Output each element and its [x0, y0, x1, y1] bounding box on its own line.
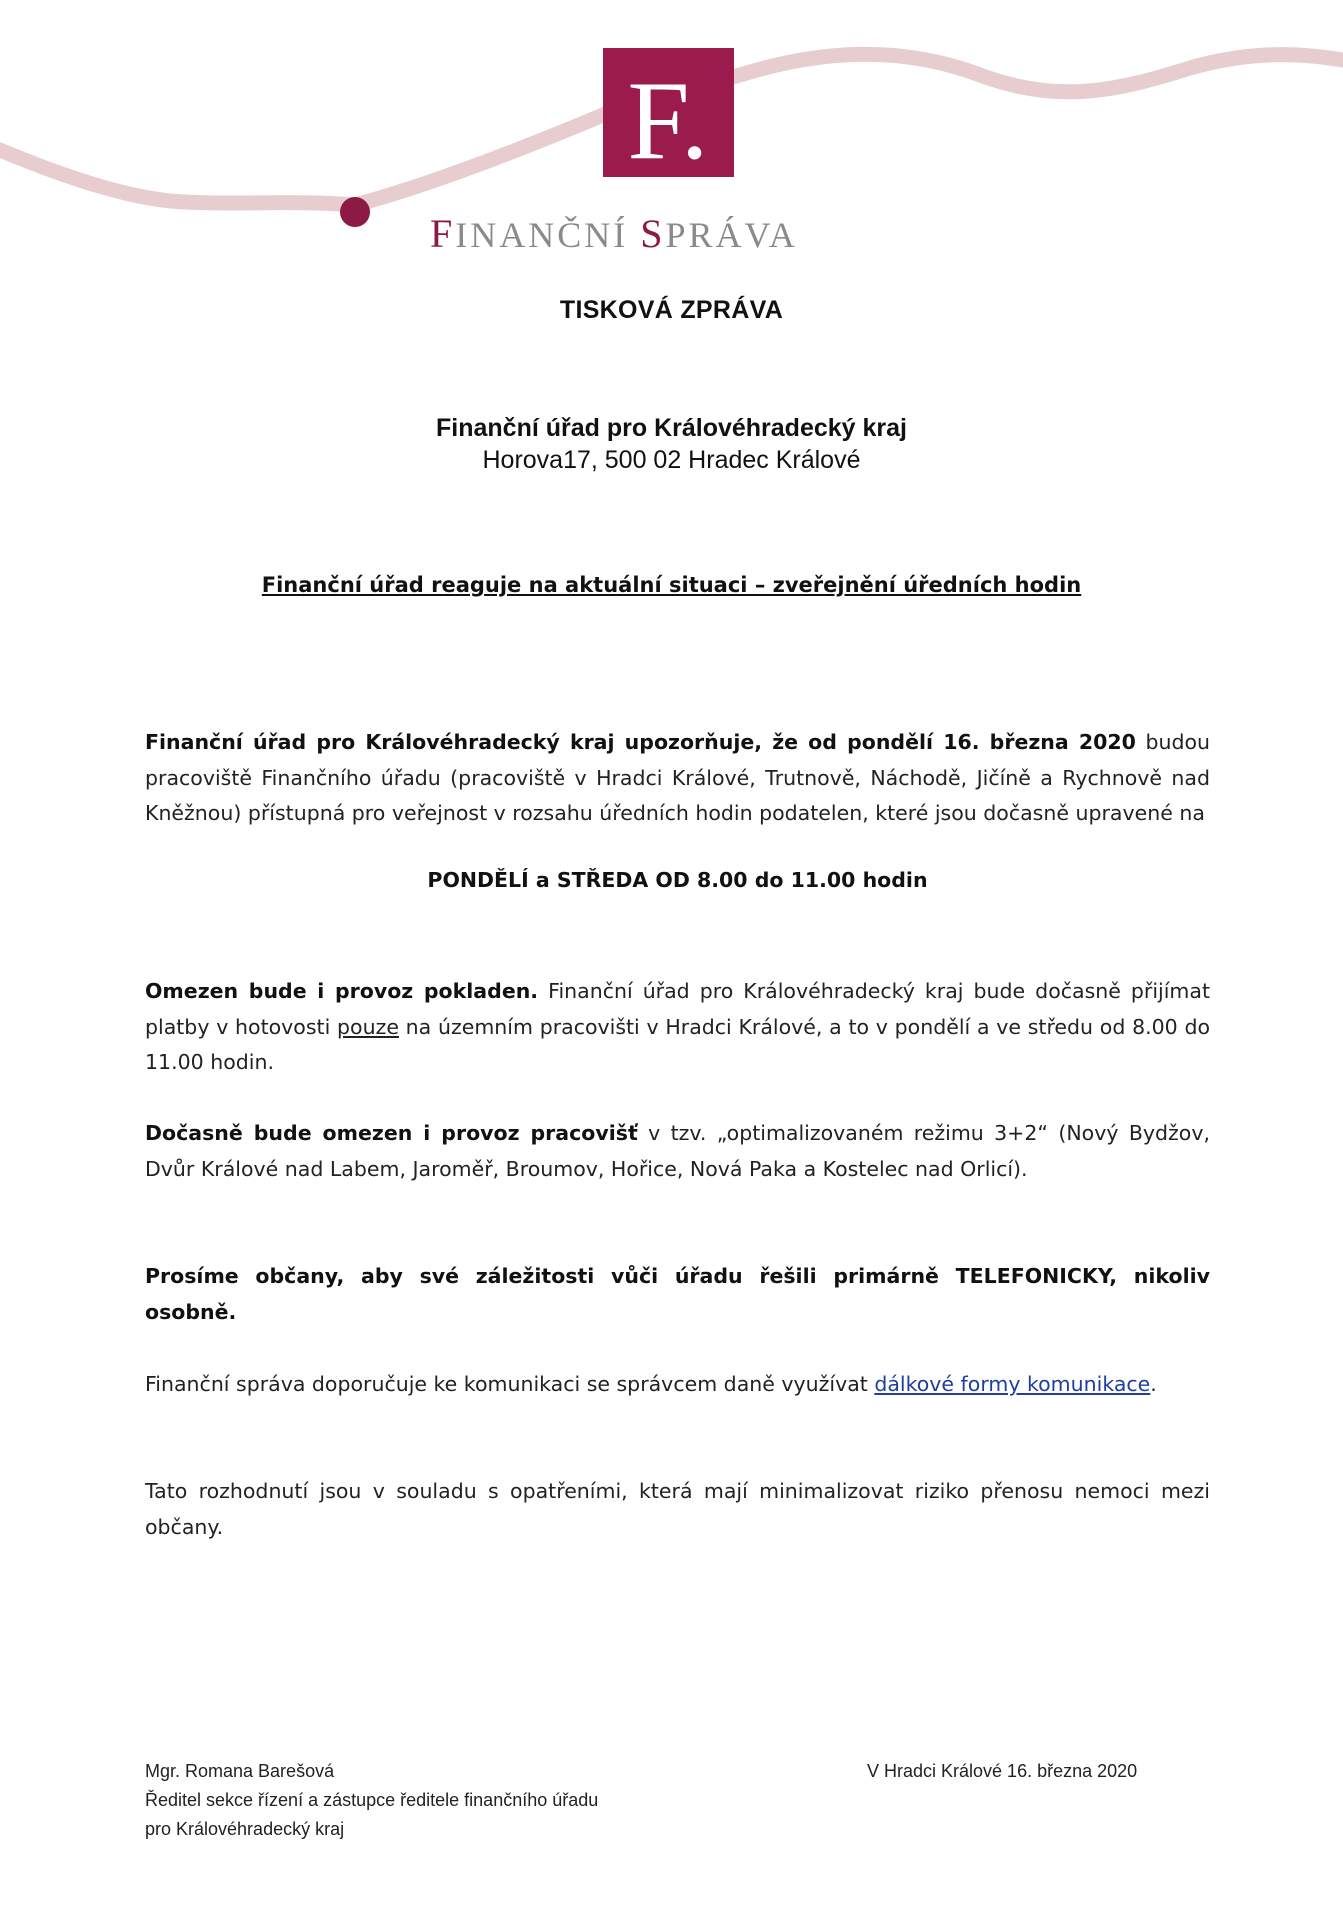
- office-address: Horova17, 500 02 Hradec Králové: [482, 446, 861, 474]
- logo-letter: F.: [627, 59, 709, 183]
- brand-name: [430, 210, 910, 257]
- office-name: Finanční úřad pro Královéhradecký kraj: [436, 414, 907, 442]
- brand-initial-s: S: [640, 211, 666, 256]
- cash-desk-underlined: pouze: [337, 1014, 399, 1039]
- cash-desk-text: Finanční úřad pro Královéhradecký kraj bude dočasně přijímat platby v hotovosti: [145, 979, 1210, 1039]
- communication-text: Finanční správa doporučuje ke komunikaci se správcem daně využívat: [145, 1372, 875, 1396]
- author-role-line1: Ředitel sekce řízení a zástupce ředitele finančního úřadu: [145, 1790, 599, 1810]
- office-hours: PONDĚLÍ a STŘEDA OD 8.00 do 11.00 hodin: [427, 868, 928, 892]
- brand-word-2: PRÁVA: [665, 215, 798, 255]
- paragraph-request: [145, 1259, 1210, 1330]
- paragraph-workplaces: [145, 1116, 1210, 1187]
- opening-text: budou pracoviště Finančního úřadu (pracoviště v Hradci Králové, Trutnově, Náchodě, Jičíně a Rychnově nad Kněžnou) přístupná pro veřejnost v rozsahu úředních hodin podatelen, které jsou dočasně upravené na: [145, 730, 1210, 825]
- paragraph-opening: [145, 725, 1210, 832]
- article-headline: Finanční úřad reaguje na aktuální situaci – zveřejnění úředních hodin: [261, 573, 1082, 597]
- opening-bold: Finanční úřad pro Královéhradecký kraj upozorňuje, že od pondělí 16. března 2020: [145, 730, 1136, 754]
- cash-desk-bold: Omezen bude i provoz pokladen.: [145, 979, 539, 1003]
- brand-word-1: INANČNÍ: [455, 215, 641, 255]
- footer-place-date: V Hradci Králové 16. března 2020: [867, 1761, 1138, 1781]
- press-release-title: TISKOVÁ ZPRÁVA: [559, 296, 784, 324]
- paragraph-communication: [145, 1367, 1210, 1403]
- workplaces-bold: Dočasně bude omezen i provoz pracovišť: [145, 1121, 638, 1145]
- cash-desk-text-end: na územním pracovišti v Hradci Králové, a to v pondělí a ve středu od 8.00 do 11.00 hodin.: [145, 1014, 1211, 1074]
- communication-end: .: [1150, 1372, 1157, 1396]
- footer-author: [145, 1757, 598, 1844]
- author-name: Mgr. Romana Barešová: [145, 1761, 335, 1781]
- author-role-line2: pro Královéhradecký kraj: [145, 1819, 345, 1839]
- remote-communication-link[interactable]: dálkové formy komunikace: [874, 1372, 1151, 1396]
- decorative-dot: [340, 197, 370, 227]
- workplaces-text: v tzv. „optimalizovaném režimu 3+2“ (Nový Bydžov, Dvůr Králové nad Labem, Jaroměř, Broumov, Hořice, Nová Paka a Kostelec nad Orlicí).: [145, 1121, 1210, 1181]
- paragraph-closing: Tato rozhodnutí jsou v souladu s opatřeními, která mají minimalizovat riziko přenosu nemoci mezi občany.: [145, 1479, 1210, 1539]
- paragraph-cash-desk: [145, 974, 1210, 1081]
- request-bold: Prosíme občany, aby své záležitosti vůči úřadu řešili primárně TELEFONICKY, nikoliv osobně.: [145, 1264, 1210, 1324]
- brand-initial-f: F: [430, 211, 456, 256]
